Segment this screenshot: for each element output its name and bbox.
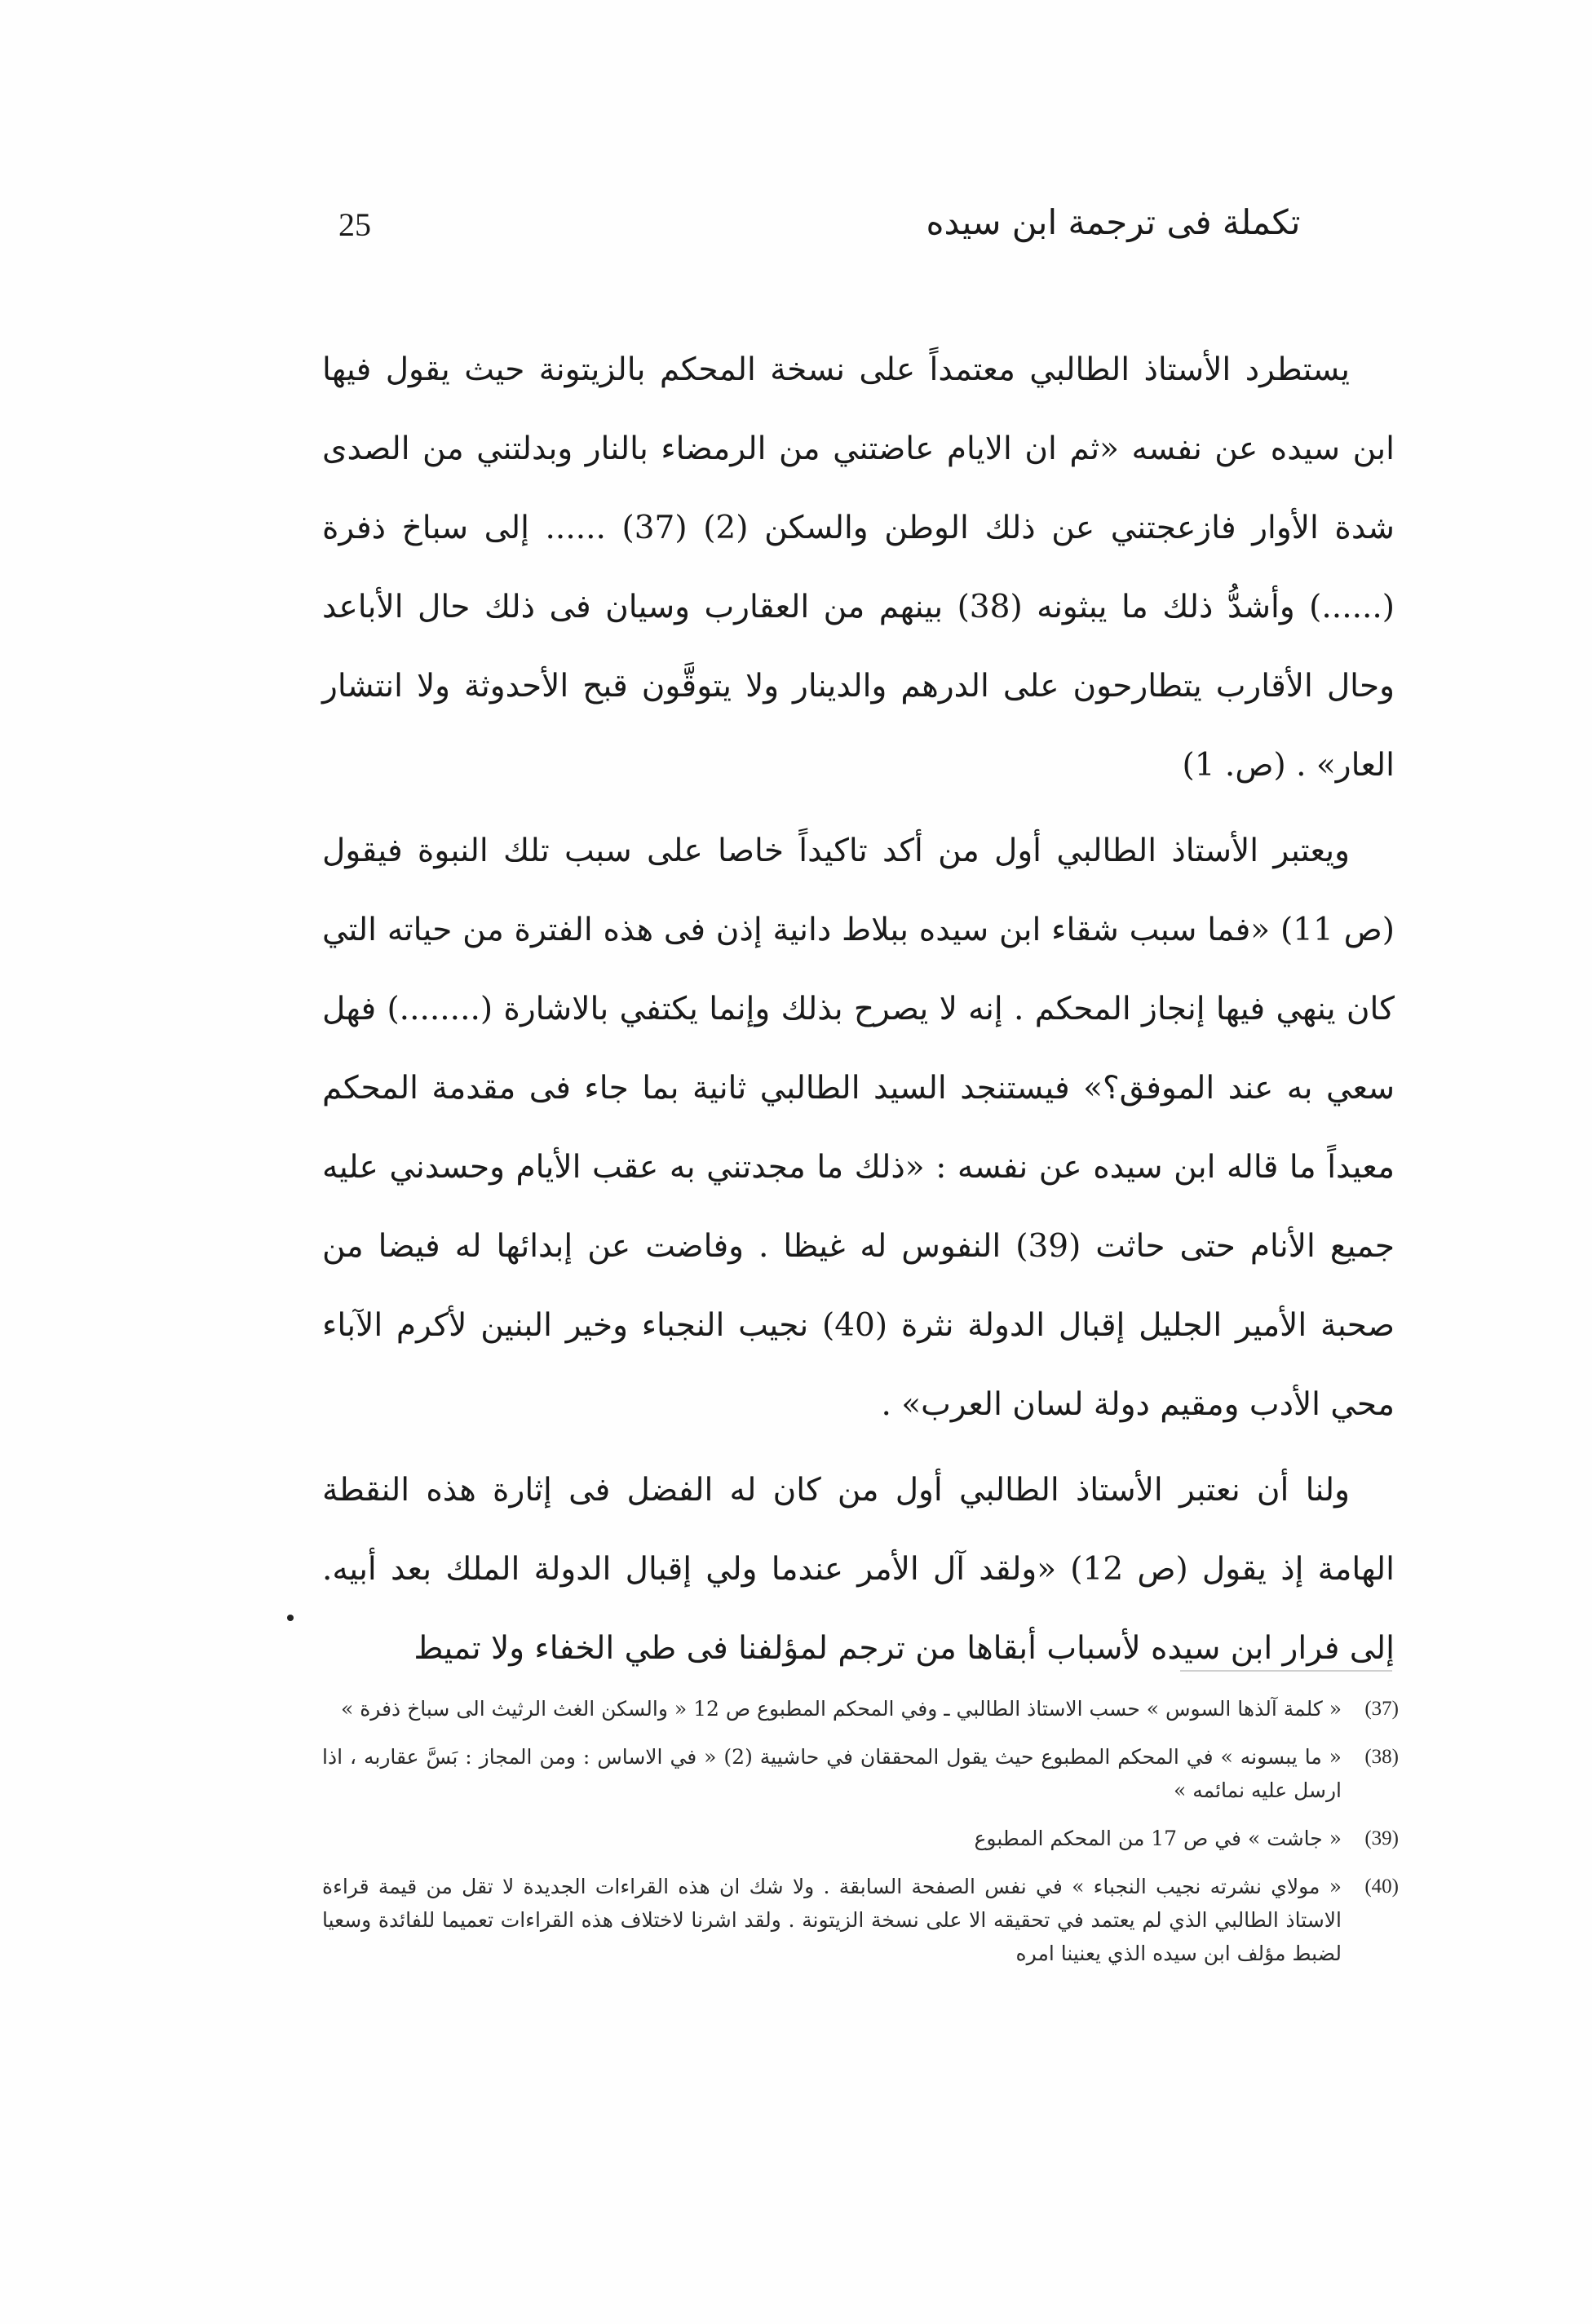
page-number: 25 (338, 206, 371, 243)
footnotes (322, 1692, 1399, 1985)
stray-mark (287, 1615, 294, 1621)
footnote (322, 1740, 1399, 1807)
footnote-number: (39) (1364, 1827, 1399, 1849)
footnote-text: « ما يبسونه » في المحكم المطبوع حيث يقول المحققان في حاشيية (2) « في الاساس : ومن المجاز : بَسَّ عقاربه ، اذا ارسل عليه نمائمه » (322, 1745, 1342, 1802)
page-header (314, 202, 1399, 263)
footnote-number: (40) (1364, 1876, 1399, 1898)
footnote-text: « مولاي نشرته نجيب النجباء » في نفس الصفحة السابقة . ولا شك ان هذه القراءات الجديدة لا تقل من قيمة قراءة الاستاذ الطالبي الذي لم يعتمد في تحقيقه الا على نسخة الزيتونة . ولقد اشرنا لاختلاف هذه القراءات تعميما للفائدة وسعيا لضبط مؤلف ابن سيده الذي يعنينا امره (322, 1875, 1342, 1965)
footnote (322, 1822, 1399, 1855)
footnote-number: (37) (1364, 1698, 1399, 1720)
paragraph: ويعتبر الأستاذ الطالبي أول من أكد تاكيداً خاصا على سبب تلك النبوة فيقول (ص 11) «فما سبب شقاء ابن سيده ببلاط دانية إذن فى هذه الفترة من حياته التي كان ينهي فيها إنجاز المحكم . إنه لا يصرح بذلك وإنما يكتفي بالاشارة (........) فهل سعي به عند الموفق؟» فيستنجد السيد الطالبي ثانية بما جاء فى مقدمة المحكم معيداً ما قاله ابن سيده عن نفسه : «ذلك ما مجدتني به عقب الأيام وحسدني عليه جميع الأنام حتى حاثت (39) النفوس له غيظا . وفاضت عن إبدائها له فيضا من صحبة الأمير الجليل إقبال الدولة نثرة (40) نجيب النجباء وخير البنين لأكرم الآباء محي الأدب ومقيم دولة لسان العرب» . (322, 833, 1395, 1423)
running-title: تكملة فى ترجمة ابن سيده (926, 202, 1301, 242)
main-text (322, 330, 1395, 1694)
footnote-text: « كلمة آلذها السوس » حسب الاستاذ الطالبي ـ وفي المحكم المطبوع ص 12 « والسكن الغث الرثيث الى سباخ ذفرة » (340, 1697, 1342, 1721)
footnote-number: (38) (1364, 1746, 1399, 1768)
footnote (322, 1870, 1399, 1970)
footnote-text: « جاشت » في ص 17 من المحكم المطبوع (974, 1827, 1342, 1850)
paragraph: ولنا أن نعتبر الأستاذ الطالبي أول من كان له الفضل فى إثارة هذه النقطة الهامة إذ يقول (ص 12) «ولقد آل الأمر عندما ولي إقبال الدولة الملك بعد أبيه. إلى فرار ابن سيده لأسباب أبقاها من ترجم لمؤلفنا فى طي الخفاء ولا تميط (322, 1472, 1395, 1667)
footnote-divider (1180, 1670, 1392, 1672)
footnote (322, 1692, 1399, 1725)
paragraph: يستطرد الأستاذ الطالبي معتمداً على نسخة المحكم بالزيتونة حيث يقول فيها ابن سيده عن نفسه «ثم ان الايام عاضتني من الرمضاء بالنار وبدلتني من الصدى شدة الأوار فازعجتني عن ذلك الوطن والسكن (2) (37) ...... إلى سباخ ذفرة (......) وأشدُّ ذلك ما يبثونه (38) بينهم من العقارب وسيان فى ذلك حال الأباعد وحال الأقارب يتطارحون على الدرهم والدينار ولا يتوقَّون قبح الأحدوثة ولا انتشار العار» . (ص. 1) (322, 351, 1395, 784)
